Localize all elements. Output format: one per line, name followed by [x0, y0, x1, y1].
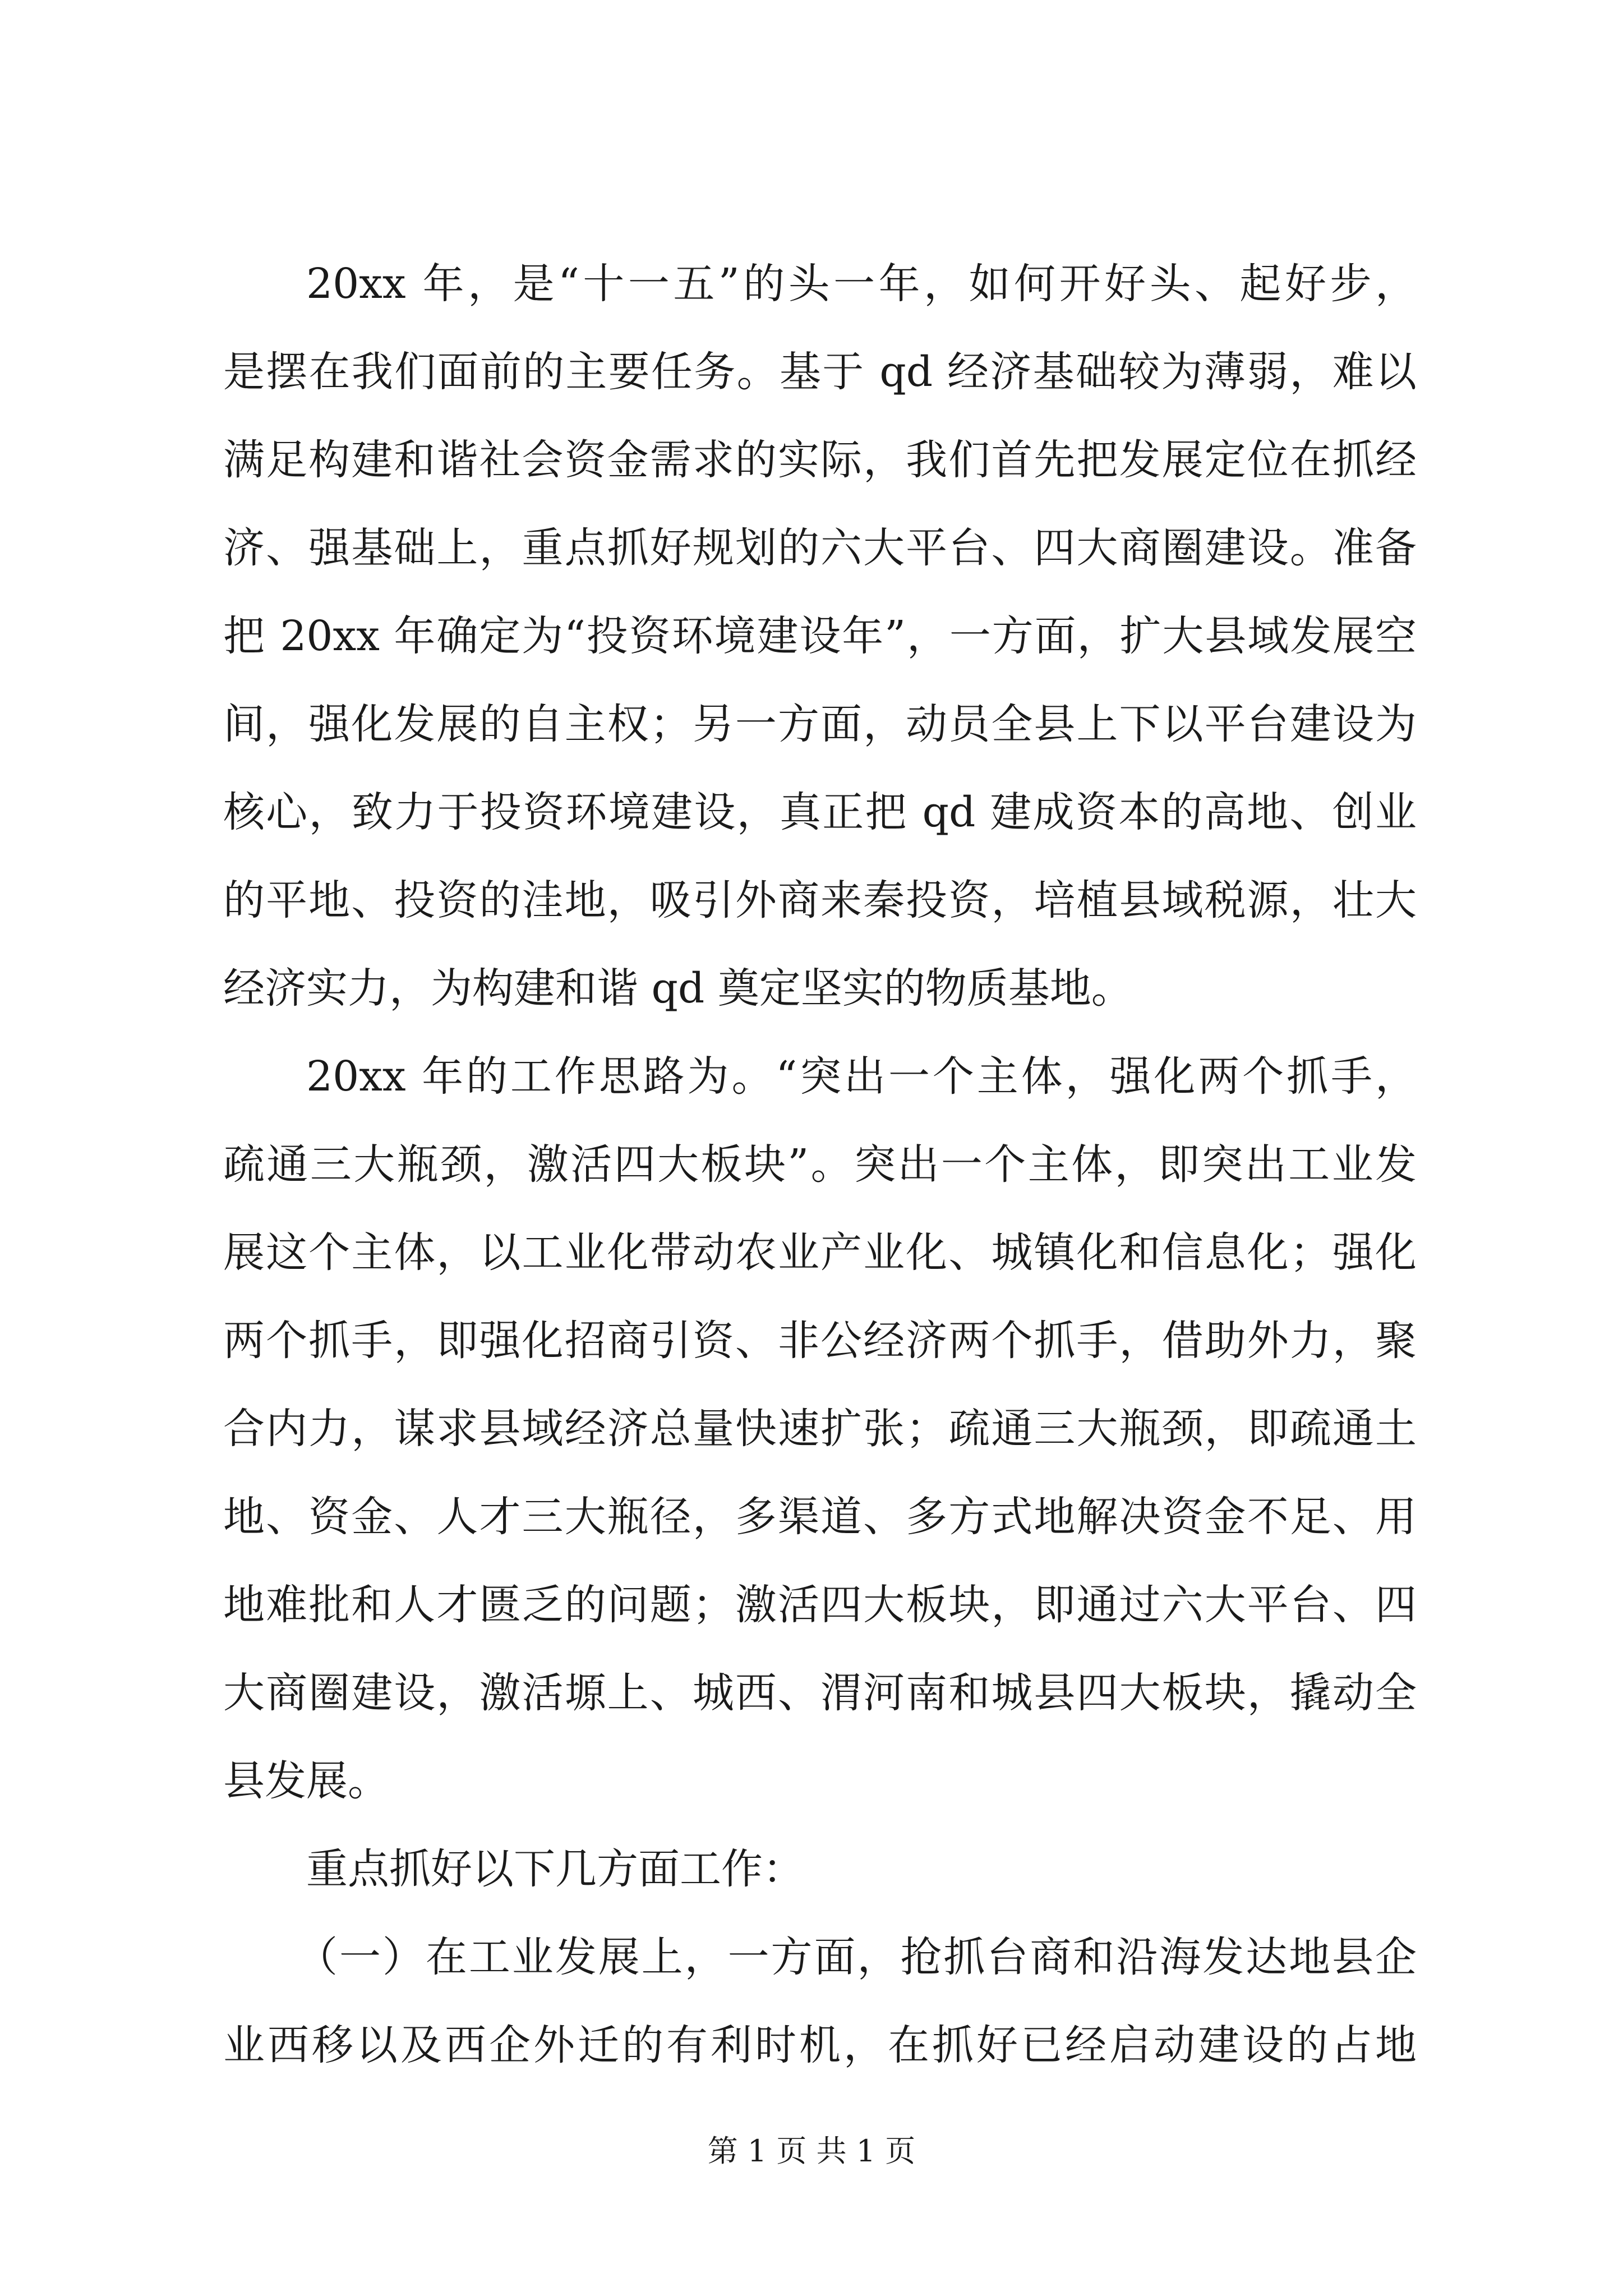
section-heading: 重点抓好以下几方面工作：	[306, 1845, 804, 1893]
document-body	[223, 240, 1417, 2090]
paragraph-line: 是摆在我们面前的主要任务。基于 qd 经济基础较为薄弱，难以	[223, 348, 1417, 396]
paragraph-line: 地、资金、人才三大瓶径，多渠道、多方式地解决资金不足、用	[223, 1493, 1417, 1541]
paragraph-line: 20xx 年，是“十一五”的头一年，如何开好头、起好步，	[306, 260, 1417, 308]
paragraph-line: 核心，致力于投资环境建设，真正把 qd 建成资本的高地、创业	[223, 788, 1417, 836]
paragraph-line: 两个抓手，即强化招商引资、非公经济两个抓手，借助外力，聚	[223, 1317, 1417, 1365]
paragraph-line: 疏通三大瓶颈，激活四大板块”。突出一个主体，即突出工业发	[223, 1140, 1417, 1189]
paragraph-line: 满足构建和谐社会资金需求的实际，我们首先把发展定位在抓经	[223, 436, 1417, 484]
paragraph-line: 合内力，谋求县域经济总量快速扩张；疏通三大瓶颈，即疏通土	[223, 1405, 1417, 1453]
paragraph-line: 把 20xx 年确定为“投资环境建设年”，一方面，扩大县域发展空	[223, 612, 1417, 660]
paragraph-line: 大商圈建设，激活塬上、城西、渭河南和城县四大板块，撬动全	[223, 1669, 1417, 1717]
paragraph-line: 业西移以及西企外迁的有利时机，在抓好已经启动建设的占地	[223, 2021, 1417, 2069]
paragraph-line: 经济实力，为构建和谐 qd 奠定坚实的物质基地。	[223, 964, 1133, 1013]
page-footer: 第 1 页 共 1 页	[707, 2133, 916, 2169]
paragraph-line: （一）在工业发展上，一方面，抢抓台商和沿海发达地县企	[296, 1933, 1417, 1981]
paragraph-line: 县发展。	[223, 1757, 389, 1805]
paragraph-line: 济、强基础上，重点抓好规划的六大平台、四大商圈建设。准备	[223, 524, 1417, 572]
paragraph-line: 20xx 年的工作思路为。“突出一个主体，强化两个抓手，	[306, 1052, 1417, 1101]
paragraph-line: 的平地、投资的洼地，吸引外商来秦投资，培植县域税源，壮大	[223, 876, 1417, 924]
paragraph-line: 地难批和人才匮乏的问题；激活四大板块，即通过六大平台、四	[223, 1581, 1417, 1629]
paragraph-line: 间，强化发展的自主权；另一方面，动员全县上下以平台建设为	[223, 700, 1417, 748]
paragraph-line: 展这个主体，以工业化带动农业产业化、城镇化和信息化；强化	[223, 1228, 1417, 1277]
